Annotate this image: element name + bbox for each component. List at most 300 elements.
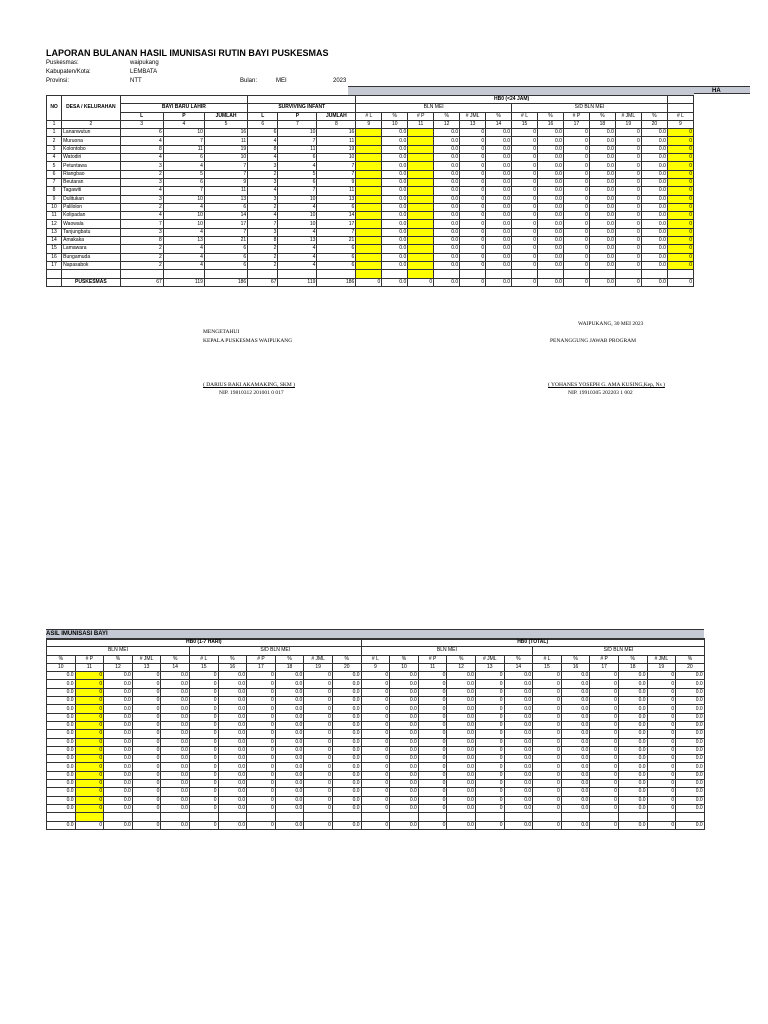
row-hb0-value: 0.0	[218, 705, 247, 713]
row-hb0-value: 0.0	[641, 237, 667, 245]
table-row	[47, 788, 705, 796]
row-hb0-value: 0.0	[104, 713, 133, 721]
total-hb0-value: 0	[460, 278, 486, 286]
row-hb0-value: 0.0	[47, 788, 76, 796]
table-row	[47, 697, 705, 705]
row-surv-l: 3	[248, 162, 278, 170]
row-hb0-value: 0	[533, 697, 562, 705]
row-surv-p: 11	[278, 145, 317, 153]
main-table	[46, 95, 694, 287]
row-hb0-value: 0.0	[390, 780, 419, 788]
sub-header: %	[589, 112, 615, 120]
table-row	[47, 763, 705, 771]
row-surv-p: 10	[278, 220, 317, 228]
row-hb0-value: 0	[247, 746, 276, 754]
row-hb0-value: 0	[563, 220, 589, 228]
spacer-cell	[615, 270, 641, 278]
row-surv-jumlah: 7	[317, 162, 356, 170]
row-desa: Palilolon	[62, 203, 120, 211]
column-number-row	[47, 663, 705, 671]
row-hb0-value: 0.0	[561, 788, 590, 796]
row-hb0-value: 0	[247, 788, 276, 796]
column-number: 12	[434, 120, 460, 128]
row-hb0-value: 0	[647, 680, 676, 688]
row-bayi-jumlah: 6	[204, 261, 247, 269]
row-hb0-value: 0.0	[47, 730, 76, 738]
row-hb0-value: 0.0	[390, 771, 419, 779]
row-hb0-value	[408, 195, 434, 203]
row-hb0-value: 0	[460, 212, 486, 220]
row-no: 6	[47, 170, 62, 178]
row-hb0-value: 0.0	[218, 738, 247, 746]
row-hb0-value: 0	[512, 145, 538, 153]
row-surv-jumlah: 6	[317, 253, 356, 261]
column-number: 15	[533, 663, 562, 671]
total-hb0-value: 0.0	[589, 278, 615, 286]
row-desa: Lananwutun	[62, 129, 120, 137]
row-hb0-value: 0	[418, 730, 447, 738]
row-hb0-value: 0.0	[434, 195, 460, 203]
row-hb0-value: 0.0	[641, 145, 667, 153]
row-hb0-value: 0	[563, 261, 589, 269]
row-hb0-value: 0.0	[104, 780, 133, 788]
row-hb0-value: 0.0	[486, 245, 512, 253]
row-bayi-p: 10	[163, 129, 204, 137]
spacer-cell	[218, 813, 247, 821]
row-desa: Bungamuda	[62, 253, 120, 261]
row-surv-jumlah: 6	[317, 203, 356, 211]
row-hb0-value: 0	[563, 253, 589, 261]
row-hb0-value: 0.0	[104, 771, 133, 779]
row-hb0-value: 0.0	[218, 780, 247, 788]
row-hb0-value: 0	[667, 253, 693, 261]
row-hb0-value: 0.0	[538, 212, 564, 220]
row-hb0-value: 0	[361, 721, 390, 729]
column-number: 19	[615, 120, 641, 128]
row-hb0-value: 0	[189, 730, 218, 738]
sub-header: P	[278, 112, 317, 120]
row-bayi-p: 6	[163, 154, 204, 162]
total-row	[47, 821, 705, 829]
row-bayi-p: 6	[163, 178, 204, 186]
row-bayi-jumlah: 17	[204, 220, 247, 228]
row-surv-p: 10	[278, 212, 317, 220]
row-hb0-value: 0.0	[504, 680, 533, 688]
row-surv-p: 6	[278, 154, 317, 162]
total-hb0-value: 0	[247, 821, 276, 829]
row-hb0-value: 0	[590, 738, 619, 746]
row-hb0-value: 0.0	[382, 137, 408, 145]
row-hb0-value: 0	[563, 137, 589, 145]
row-hb0-value: 0.0	[434, 212, 460, 220]
row-hb0-value: 0.0	[618, 688, 647, 696]
row-bayi-l: 2	[120, 245, 163, 253]
column-number: 17	[590, 663, 619, 671]
row-hb0-value: 0	[475, 755, 504, 763]
header-blank	[667, 104, 693, 112]
row-hb0-value: 0.0	[275, 755, 304, 763]
label-provinsi: Provinsi:	[46, 78, 70, 84]
row-hb0-value: 0.0	[589, 261, 615, 269]
total-hb0-value: 0.0	[382, 278, 408, 286]
row-hb0-value: 0.0	[486, 253, 512, 261]
sub-header: # JML	[304, 655, 333, 663]
row-hb0-value: 0.0	[589, 203, 615, 211]
row-hb0-value: 0	[512, 195, 538, 203]
column-number: 14	[504, 663, 533, 671]
sub-header: %	[390, 655, 419, 663]
row-hb0-value: 0	[247, 738, 276, 746]
row-bayi-l: 8	[120, 145, 163, 153]
sub-header: P	[163, 112, 204, 120]
row-hb0-value: 0	[132, 680, 161, 688]
row-hb0-value: 0.0	[561, 713, 590, 721]
row-hb0-value: 0.0	[504, 788, 533, 796]
sub-header: # P	[408, 112, 434, 120]
row-hb0-value: 0.0	[218, 755, 247, 763]
row-bayi-jumlah: 19	[204, 145, 247, 153]
row-hb0-value	[408, 178, 434, 186]
column-number: 15	[512, 120, 538, 128]
sub-header: # P	[247, 655, 276, 663]
row-hb0-value: 0.0	[504, 730, 533, 738]
table-row	[47, 212, 694, 220]
row-hb0-value: 0	[304, 796, 333, 804]
total-hb0-value: 0	[356, 278, 382, 286]
row-hb0-value: 0	[75, 680, 104, 688]
row-hb0-value: 0	[512, 170, 538, 178]
row-hb0-value: 0	[647, 672, 676, 680]
row-hb0-value	[408, 261, 434, 269]
row-hb0-value: 0.0	[332, 680, 361, 688]
row-hb0-value: 0.0	[676, 697, 705, 705]
spacer-cell	[676, 813, 705, 821]
row-hb0-value: 0.0	[504, 688, 533, 696]
total-hb0-value: 0	[189, 821, 218, 829]
column-number: 16	[218, 663, 247, 671]
row-hb0-value: 0.0	[332, 755, 361, 763]
row-hb0-value: 0	[667, 129, 693, 137]
row-hb0-value: 0.0	[561, 763, 590, 771]
header-surviving-infant: SURVIVING INFANT	[248, 104, 356, 112]
total-value: 67	[248, 278, 278, 286]
row-hb0-value: 0.0	[676, 763, 705, 771]
row-no: 3	[47, 145, 62, 153]
row-hb0-value: 0	[667, 154, 693, 162]
sub-header: # P	[590, 655, 619, 663]
row-hb0-value: 0.0	[589, 137, 615, 145]
row-hb0-value: 0.0	[332, 688, 361, 696]
row-hb0-value: 0.0	[434, 162, 460, 170]
row-hb0-value: 0.0	[641, 228, 667, 236]
table-row	[47, 730, 705, 738]
row-hb0-value: 0	[189, 804, 218, 812]
row-hb0-value: 0.0	[589, 170, 615, 178]
total-hb0-value: 0.0	[434, 278, 460, 286]
row-hb0-value: 0	[304, 780, 333, 788]
row-hb0-value: 0.0	[161, 730, 190, 738]
row-hb0-value: 0.0	[390, 804, 419, 812]
column-number: 1	[47, 120, 62, 128]
row-hb0-value: 0	[460, 261, 486, 269]
spacer-cell	[62, 270, 120, 278]
row-hb0-value	[408, 170, 434, 178]
row-hb0-value: 0	[615, 203, 641, 211]
spacer-cell	[447, 813, 476, 821]
row-hb0-value	[356, 162, 382, 170]
row-hb0-value: 0	[361, 672, 390, 680]
sub-header: %	[676, 655, 705, 663]
row-hb0-value: 0	[247, 672, 276, 680]
row-hb0-value: 0.0	[47, 697, 76, 705]
row-hb0-value: 0.0	[434, 145, 460, 153]
row-hb0-value: 0.0	[332, 705, 361, 713]
column-number: 10	[47, 663, 76, 671]
total-value: 186	[204, 278, 247, 286]
sub-header: # L	[533, 655, 562, 663]
column-number: 18	[589, 120, 615, 128]
row-hb0-value: 0	[75, 771, 104, 779]
sig-left-line1: MENGETAHUI	[203, 329, 240, 335]
row-hb0-value: 0	[361, 804, 390, 812]
row-hb0-value: 0	[475, 688, 504, 696]
row-hb0-value: 0	[132, 721, 161, 729]
column-number: 2	[62, 120, 120, 128]
row-hb0-value: 0.0	[641, 195, 667, 203]
row-no: 5	[47, 162, 62, 170]
row-hb0-value: 0.0	[382, 220, 408, 228]
row-hb0-value: 0	[132, 804, 161, 812]
row-hb0-value: 0.0	[47, 746, 76, 754]
column-number: 9	[667, 120, 693, 128]
row-bayi-l: 4	[120, 187, 163, 195]
table-row	[47, 162, 694, 170]
row-hb0-value: 0.0	[47, 763, 76, 771]
row-hb0-value	[356, 220, 382, 228]
row-hb0-value: 0.0	[47, 755, 76, 763]
row-hb0-value: 0.0	[561, 672, 590, 680]
row-desa: Kolipadan	[62, 212, 120, 220]
row-hb0-value: 0.0	[161, 672, 190, 680]
row-hb0-value: 0	[132, 763, 161, 771]
row-hb0-value: 0.0	[641, 129, 667, 137]
row-hb0-value: 0	[667, 137, 693, 145]
row-bayi-p: 4	[163, 162, 204, 170]
sub-header: L	[120, 112, 163, 120]
row-hb0-value: 0	[512, 162, 538, 170]
row-hb0-value: 0	[304, 713, 333, 721]
row-bayi-l: 3	[120, 178, 163, 186]
spacer-cell	[408, 270, 434, 278]
row-hb0-value: 0.0	[47, 796, 76, 804]
row-hb0-value: 0.0	[47, 721, 76, 729]
header-bln: BLN MEI	[361, 647, 533, 655]
row-surv-l: 6	[248, 129, 278, 137]
row-no: 14	[47, 237, 62, 245]
row-hb0-value: 0.0	[275, 672, 304, 680]
row-hb0-value: 0.0	[161, 755, 190, 763]
sub-header: %	[641, 112, 667, 120]
row-hb0-value: 0.0	[447, 780, 476, 788]
table-row	[47, 261, 694, 269]
spacer-cell	[189, 813, 218, 821]
spacer-cell	[667, 270, 693, 278]
table-row	[47, 237, 694, 245]
row-hb0-value: 0.0	[218, 688, 247, 696]
column-number: 11	[418, 663, 447, 671]
row-hb0-value: 0	[132, 780, 161, 788]
row-hb0-value: 0.0	[618, 788, 647, 796]
total-hb0-value: 0.0	[447, 821, 476, 829]
row-hb0-value: 0.0	[332, 713, 361, 721]
row-hb0-value	[408, 145, 434, 153]
row-hb0-value	[356, 145, 382, 153]
table-row	[47, 178, 694, 186]
row-hb0-value: 0.0	[434, 237, 460, 245]
row-surv-l: 4	[248, 137, 278, 145]
row-hb0-value: 0.0	[104, 738, 133, 746]
row-hb0-value	[408, 162, 434, 170]
row-hb0-value: 0.0	[561, 771, 590, 779]
row-hb0-value: 0	[132, 730, 161, 738]
row-hb0-value: 0.0	[104, 746, 133, 754]
row-hb0-value: 0	[361, 680, 390, 688]
row-surv-l: 3	[248, 195, 278, 203]
column-number: 10	[382, 120, 408, 128]
row-hb0-value: 0	[132, 697, 161, 705]
row-hb0-value: 0	[247, 705, 276, 713]
row-hb0-value: 0	[533, 680, 562, 688]
total-hb0-value: 0.0	[561, 821, 590, 829]
row-hb0-value: 0	[590, 721, 619, 729]
row-hb0-value	[356, 137, 382, 145]
row-hb0-value: 0.0	[676, 688, 705, 696]
row-hb0-value: 0	[647, 771, 676, 779]
row-hb0-value: 0	[647, 697, 676, 705]
row-hb0-value	[408, 253, 434, 261]
row-surv-jumlah: 17	[317, 220, 356, 228]
row-hb0-value: 0	[590, 796, 619, 804]
row-hb0-value: 0.0	[390, 688, 419, 696]
header-row-2	[47, 104, 694, 112]
total-hb0-value: 0	[75, 821, 104, 829]
label-kabupaten: Kabupaten/Kota:	[46, 69, 91, 75]
row-hb0-value	[356, 129, 382, 137]
table-row	[47, 170, 694, 178]
row-hb0-value: 0	[132, 713, 161, 721]
row-hb0-value: 0.0	[676, 705, 705, 713]
row-surv-l: 4	[248, 212, 278, 220]
header-blank	[120, 96, 248, 104]
table-row	[47, 680, 705, 688]
total-hb0-value: 0.0	[390, 821, 419, 829]
row-hb0-value: 0	[563, 145, 589, 153]
header-bln: BLN MEI	[356, 104, 512, 112]
column-number: 7	[278, 120, 317, 128]
row-hb0-value: 0	[418, 713, 447, 721]
row-hb0-value: 0	[361, 788, 390, 796]
row-hb0-value: 0.0	[641, 170, 667, 178]
row-hb0-value: 0.0	[434, 245, 460, 253]
row-hb0-value: 0.0	[390, 705, 419, 713]
row-hb0-value: 0	[533, 672, 562, 680]
row-hb0-value: 0	[533, 746, 562, 754]
column-number: 14	[161, 663, 190, 671]
header-row-1	[47, 96, 694, 104]
row-hb0-value: 0.0	[618, 680, 647, 688]
row-hb0-value: 0	[189, 738, 218, 746]
sub-header: # P	[418, 655, 447, 663]
row-hb0-value: 0	[533, 705, 562, 713]
row-hb0-value: 0.0	[589, 220, 615, 228]
row-surv-jumlah: 6	[317, 245, 356, 253]
sub-header: JUMLAH	[317, 112, 356, 120]
row-hb0-value	[408, 228, 434, 236]
row-hb0-value: 0	[533, 780, 562, 788]
row-hb0-value: 0	[647, 746, 676, 754]
row-bayi-l: 6	[120, 129, 163, 137]
row-hb0-value: 0	[615, 170, 641, 178]
row-bayi-jumlah: 10	[204, 154, 247, 162]
total-hb0-value: 0.0	[104, 821, 133, 829]
row-hb0-value: 0.0	[47, 688, 76, 696]
spacer-cell	[538, 270, 564, 278]
row-hb0-value: 0	[75, 763, 104, 771]
row-hb0-value: 0	[475, 672, 504, 680]
row-surv-jumlah: 21	[317, 237, 356, 245]
header-no: NO	[47, 96, 62, 121]
row-hb0-value: 0.0	[538, 137, 564, 145]
row-surv-l: 2	[248, 170, 278, 178]
row-no: 7	[47, 178, 62, 186]
row-hb0-value: 0.0	[589, 145, 615, 153]
row-hb0-value: 0.0	[390, 738, 419, 746]
row-hb0-value: 0	[304, 755, 333, 763]
row-hb0-value: 0.0	[447, 697, 476, 705]
row-hb0-value: 0.0	[641, 178, 667, 186]
row-hb0-value: 0.0	[47, 680, 76, 688]
row-hb0-value: 0	[418, 746, 447, 754]
total-hb0-value: 0.0	[161, 821, 190, 829]
row-hb0-value: 0.0	[641, 137, 667, 145]
sig-left-line2: KEPALA PUSKESMAS WAIPUKANG	[203, 338, 293, 344]
sub-header: %	[332, 655, 361, 663]
spacer-cell	[618, 813, 647, 821]
row-hb0-value: 0.0	[676, 780, 705, 788]
column-number: 11	[75, 663, 104, 671]
row-bayi-jumlah: 7	[204, 228, 247, 236]
row-hb0-value: 0	[361, 763, 390, 771]
row-hb0-value: 0	[590, 705, 619, 713]
spacer-cell	[132, 813, 161, 821]
sig-left-nip: NIP. 19810312 201001 0 017	[219, 390, 284, 396]
row-hb0-value: 0	[475, 730, 504, 738]
row-hb0-value: 0	[590, 713, 619, 721]
header-hb0-1-7: HB0 (1-7 HARI)	[47, 639, 362, 647]
row-hb0-value: 0	[304, 721, 333, 729]
row-hb0-value: 0.0	[486, 203, 512, 211]
row-hb0-value: 0.0	[104, 705, 133, 713]
row-hb0-value: 0.0	[504, 763, 533, 771]
row-hb0-value: 0.0	[561, 697, 590, 705]
row-hb0-value: 0.0	[161, 697, 190, 705]
continuation-table	[46, 638, 705, 830]
row-hb0-value: 0.0	[47, 771, 76, 779]
row-hb0-value: 0.0	[618, 713, 647, 721]
row-hb0-value: 0	[189, 697, 218, 705]
row-hb0-value: 0.0	[486, 237, 512, 245]
row-surv-l: 4	[248, 154, 278, 162]
